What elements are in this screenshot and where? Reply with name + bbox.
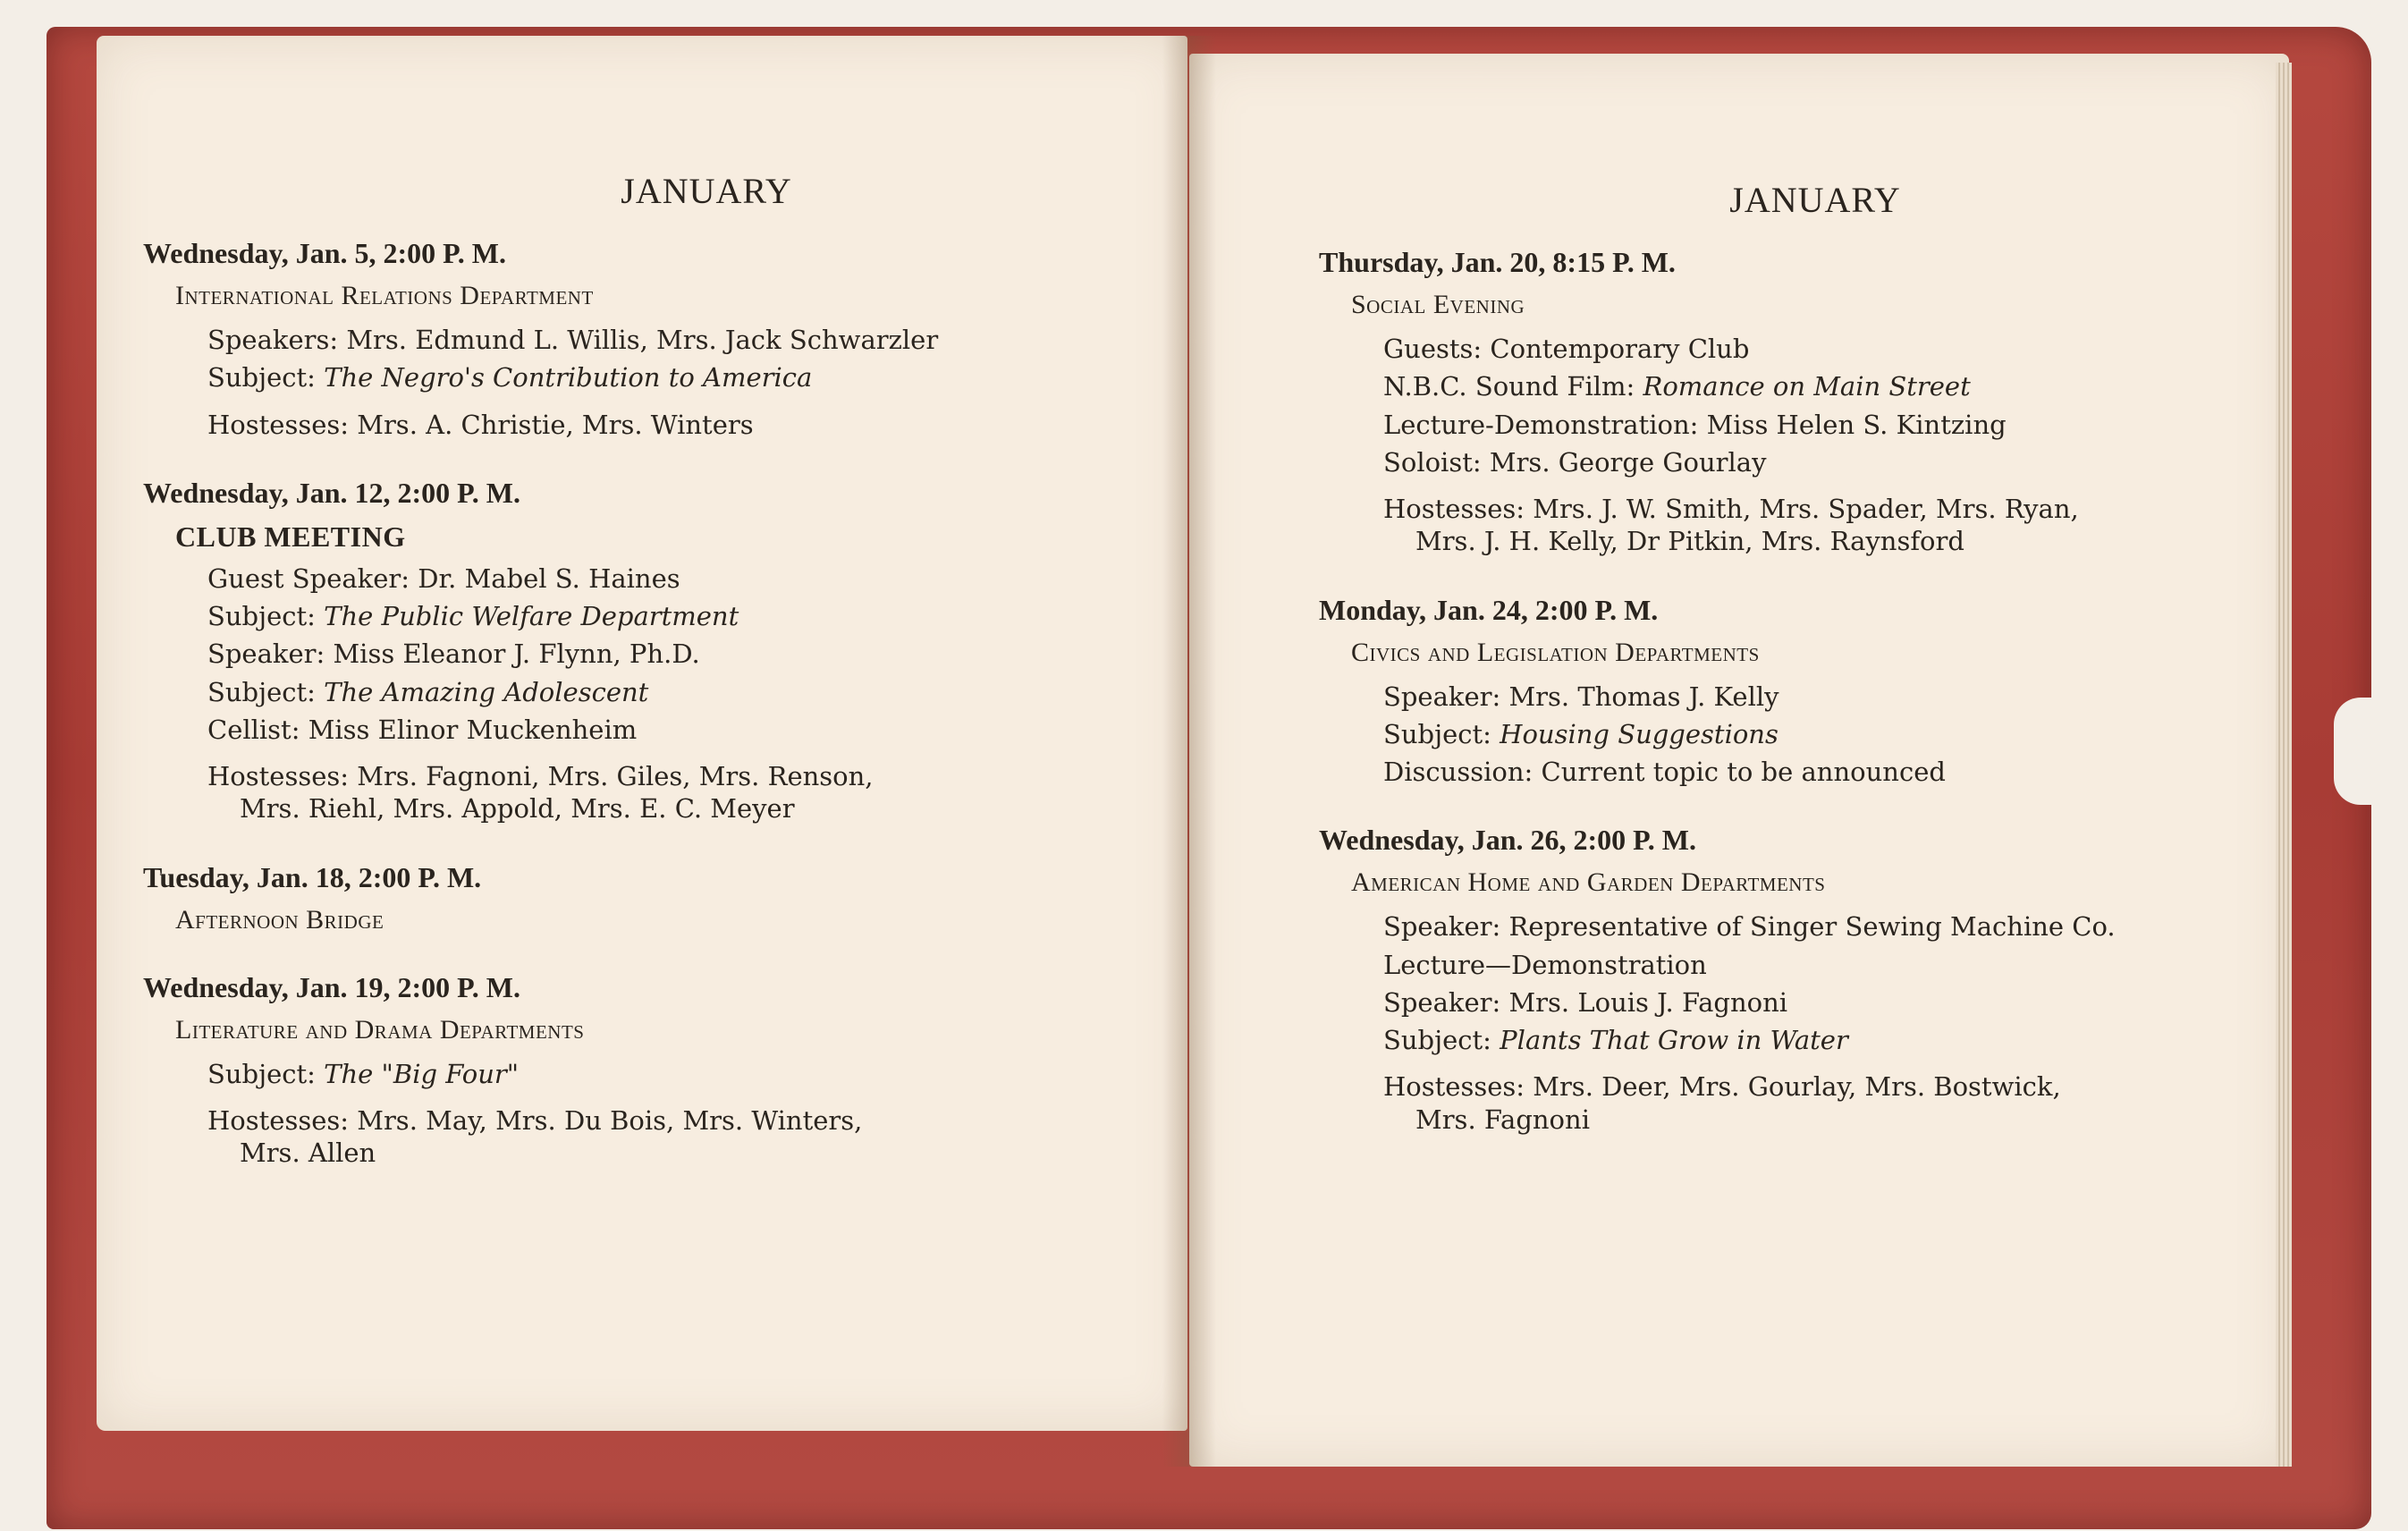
event-entry (1319, 594, 2258, 789)
event-detail-line (1383, 718, 2258, 750)
event-detail-line (1383, 493, 2258, 558)
detail-label: Guests: (1383, 334, 1483, 364)
event-department: Social Evening (1351, 290, 1525, 319)
detail-label: Speakers: (207, 325, 339, 355)
detail-label: Speaker: (1383, 681, 1501, 712)
detail-label: Lecture-Demonstration: (1383, 409, 1699, 440)
event-date: Thursday, Jan. 20, 8:15 P. M. (1319, 246, 1676, 278)
event-detail-line (207, 760, 1127, 825)
detail-label: N.B.C. Sound Film: (1383, 371, 1635, 402)
detail-label: Speaker: (207, 639, 325, 670)
cover-notch (2334, 698, 2387, 805)
detail-value: Mrs. George Gourlay (1489, 446, 1767, 478)
detail-value: Miss Elinor Muckenheim (308, 714, 638, 745)
detail-value: Mrs. Louis J. Fagnoni (1508, 986, 1788, 1018)
event-detail-line (207, 562, 1127, 595)
event-detail-line (1383, 1024, 2258, 1056)
detail-value: Contemporary Club (1490, 334, 1750, 364)
event-date: Wednesday, Jan. 26, 2:00 P. M. (1319, 824, 1696, 857)
detail-label: Hostesses: (207, 761, 350, 791)
event-detail-line (1383, 446, 2258, 478)
event-detail-line (207, 676, 1127, 708)
detail-label: Subject: (207, 601, 316, 631)
event-detail-line (207, 1058, 1127, 1090)
event-detail-line (1383, 756, 2258, 788)
event-detail-line (207, 600, 1127, 632)
detail-label: Speaker: (1383, 986, 1501, 1018)
detail-continuation: Mrs. J. H. Kelly, Dr Pitkin, Mrs. Raynsford (1415, 526, 1964, 557)
detail-title: The "Big Four" (324, 1058, 520, 1089)
event-detail-line (207, 361, 1127, 393)
detail-label: Hostesses: (207, 409, 350, 440)
event-detail-line (207, 409, 1127, 441)
left-page-content (143, 170, 1127, 1205)
detail-value: Mrs. J. W. Smith, Mrs. Spader, Mrs. Ryan, (1533, 494, 2079, 524)
detail-title: Housing Suggestions (1500, 718, 1779, 749)
detail-value: Mrs. A. Christie, Mrs. Winters (357, 409, 754, 440)
detail-label: Subject: (207, 676, 316, 707)
event-list (1319, 246, 2258, 1136)
detail-label: Hostesses: (207, 1104, 350, 1136)
detail-label: Hostesses: (1383, 1071, 1525, 1103)
event-entry (143, 971, 1127, 1170)
right-page-content (1319, 179, 2258, 1172)
detail-value: Current topic to be announced (1541, 757, 1946, 787)
detail-value: Mrs. Deer, Mrs. Gourlay, Mrs. Bostwick, (1533, 1071, 2061, 1103)
event-detail-line (207, 638, 1127, 670)
event-entry (1319, 246, 2258, 558)
event-entry (143, 861, 1127, 935)
event-entry (1319, 824, 2258, 1136)
detail-label: Soloist: (1383, 446, 1482, 478)
detail-value: Mrs. Thomas J. Kelly (1508, 681, 1779, 712)
month-heading: JANUARY (1729, 180, 1901, 220)
event-department: Literature and Drama Departments (175, 1014, 585, 1045)
detail-title: The Amazing Adolescent (324, 676, 649, 707)
detail-value: Mrs. Fagnoni, Mrs. Giles, Mrs. Renson, (357, 761, 874, 791)
event-department: American Home and Garden Departments (1351, 867, 1826, 898)
detail-continuation: Mrs. Riehl, Mrs. Appold, Mrs. E. C. Meyer (240, 793, 795, 825)
event-detail-line (1383, 910, 2258, 943)
event-detail-line (1383, 1070, 2258, 1136)
detail-label: Discussion: (1383, 757, 1534, 787)
event-detail-line (207, 714, 1127, 746)
event-date: Wednesday, Jan. 12, 2:00 P. M. (143, 476, 520, 509)
detail-title: The Negro's Contribution to America (324, 362, 813, 393)
event-department: Afternoon Bridge (175, 904, 384, 935)
event-detail-line (1383, 949, 2258, 981)
event-department: International Relations Department (175, 281, 594, 310)
detail-label: Subject: (207, 1058, 316, 1089)
detail-label: Subject: (207, 362, 316, 393)
detail-title: Romance on Main Street (1643, 371, 1971, 402)
event-meeting-title: CLUB MEETING (175, 520, 406, 553)
event-detail-line (1383, 333, 2258, 365)
detail-value: Representative of Singer Sewing Machine Co. (1508, 911, 2116, 943)
detail-label: Subject: (1383, 1025, 1491, 1055)
detail-continuation: Mrs. Allen (240, 1138, 376, 1168)
detail-label: Hostesses: (1383, 494, 1525, 524)
event-list (143, 237, 1127, 1169)
event-date: Wednesday, Jan. 19, 2:00 P. M. (143, 970, 520, 1003)
detail-label: Cellist: (207, 714, 300, 745)
event-department: Civics and Legislation Departments (1351, 637, 1760, 667)
detail-value: Mrs. May, Mrs. Du Bois, Mrs. Winters, (357, 1104, 863, 1136)
detail-continuation: Mrs. Fagnoni (1415, 1104, 1590, 1135)
event-detail-line (1383, 370, 2258, 402)
detail-title: The Public Welfare Department (324, 601, 739, 631)
detail-value: Mrs. Edmund L. Willis, Mrs. Jack Schwarzler (346, 325, 939, 355)
detail-value: Miss Helen S. Kintzing (1706, 409, 2007, 440)
event-entry (143, 237, 1127, 441)
event-entry (143, 477, 1127, 825)
event-detail-line (207, 324, 1127, 356)
detail-value: Miss Eleanor J. Flynn, Ph.D. (333, 639, 700, 670)
event-detail-line (1383, 409, 2258, 441)
event-detail-line (1383, 681, 2258, 713)
event-detail-line (1383, 986, 2258, 1019)
detail-label: Subject: (1383, 718, 1491, 749)
month-heading: JANUARY (621, 171, 792, 211)
event-date: Wednesday, Jan. 5, 2:00 P. M. (143, 237, 506, 269)
page-edges (2276, 63, 2292, 1467)
event-date: Monday, Jan. 24, 2:00 P. M. (1319, 593, 1659, 626)
event-date: Tuesday, Jan. 18, 2:00 P. M. (143, 860, 482, 893)
detail-value: Dr. Mabel S. Haines (418, 562, 680, 594)
detail-label: Lecture—Demonstration (1383, 949, 1707, 980)
detail-title: Plants That Grow in Water (1500, 1025, 1848, 1055)
detail-label: Guest Speaker: (207, 562, 410, 594)
event-detail-line (207, 1104, 1127, 1170)
book-gutter (1162, 36, 1216, 1467)
detail-label: Speaker: (1383, 911, 1501, 943)
